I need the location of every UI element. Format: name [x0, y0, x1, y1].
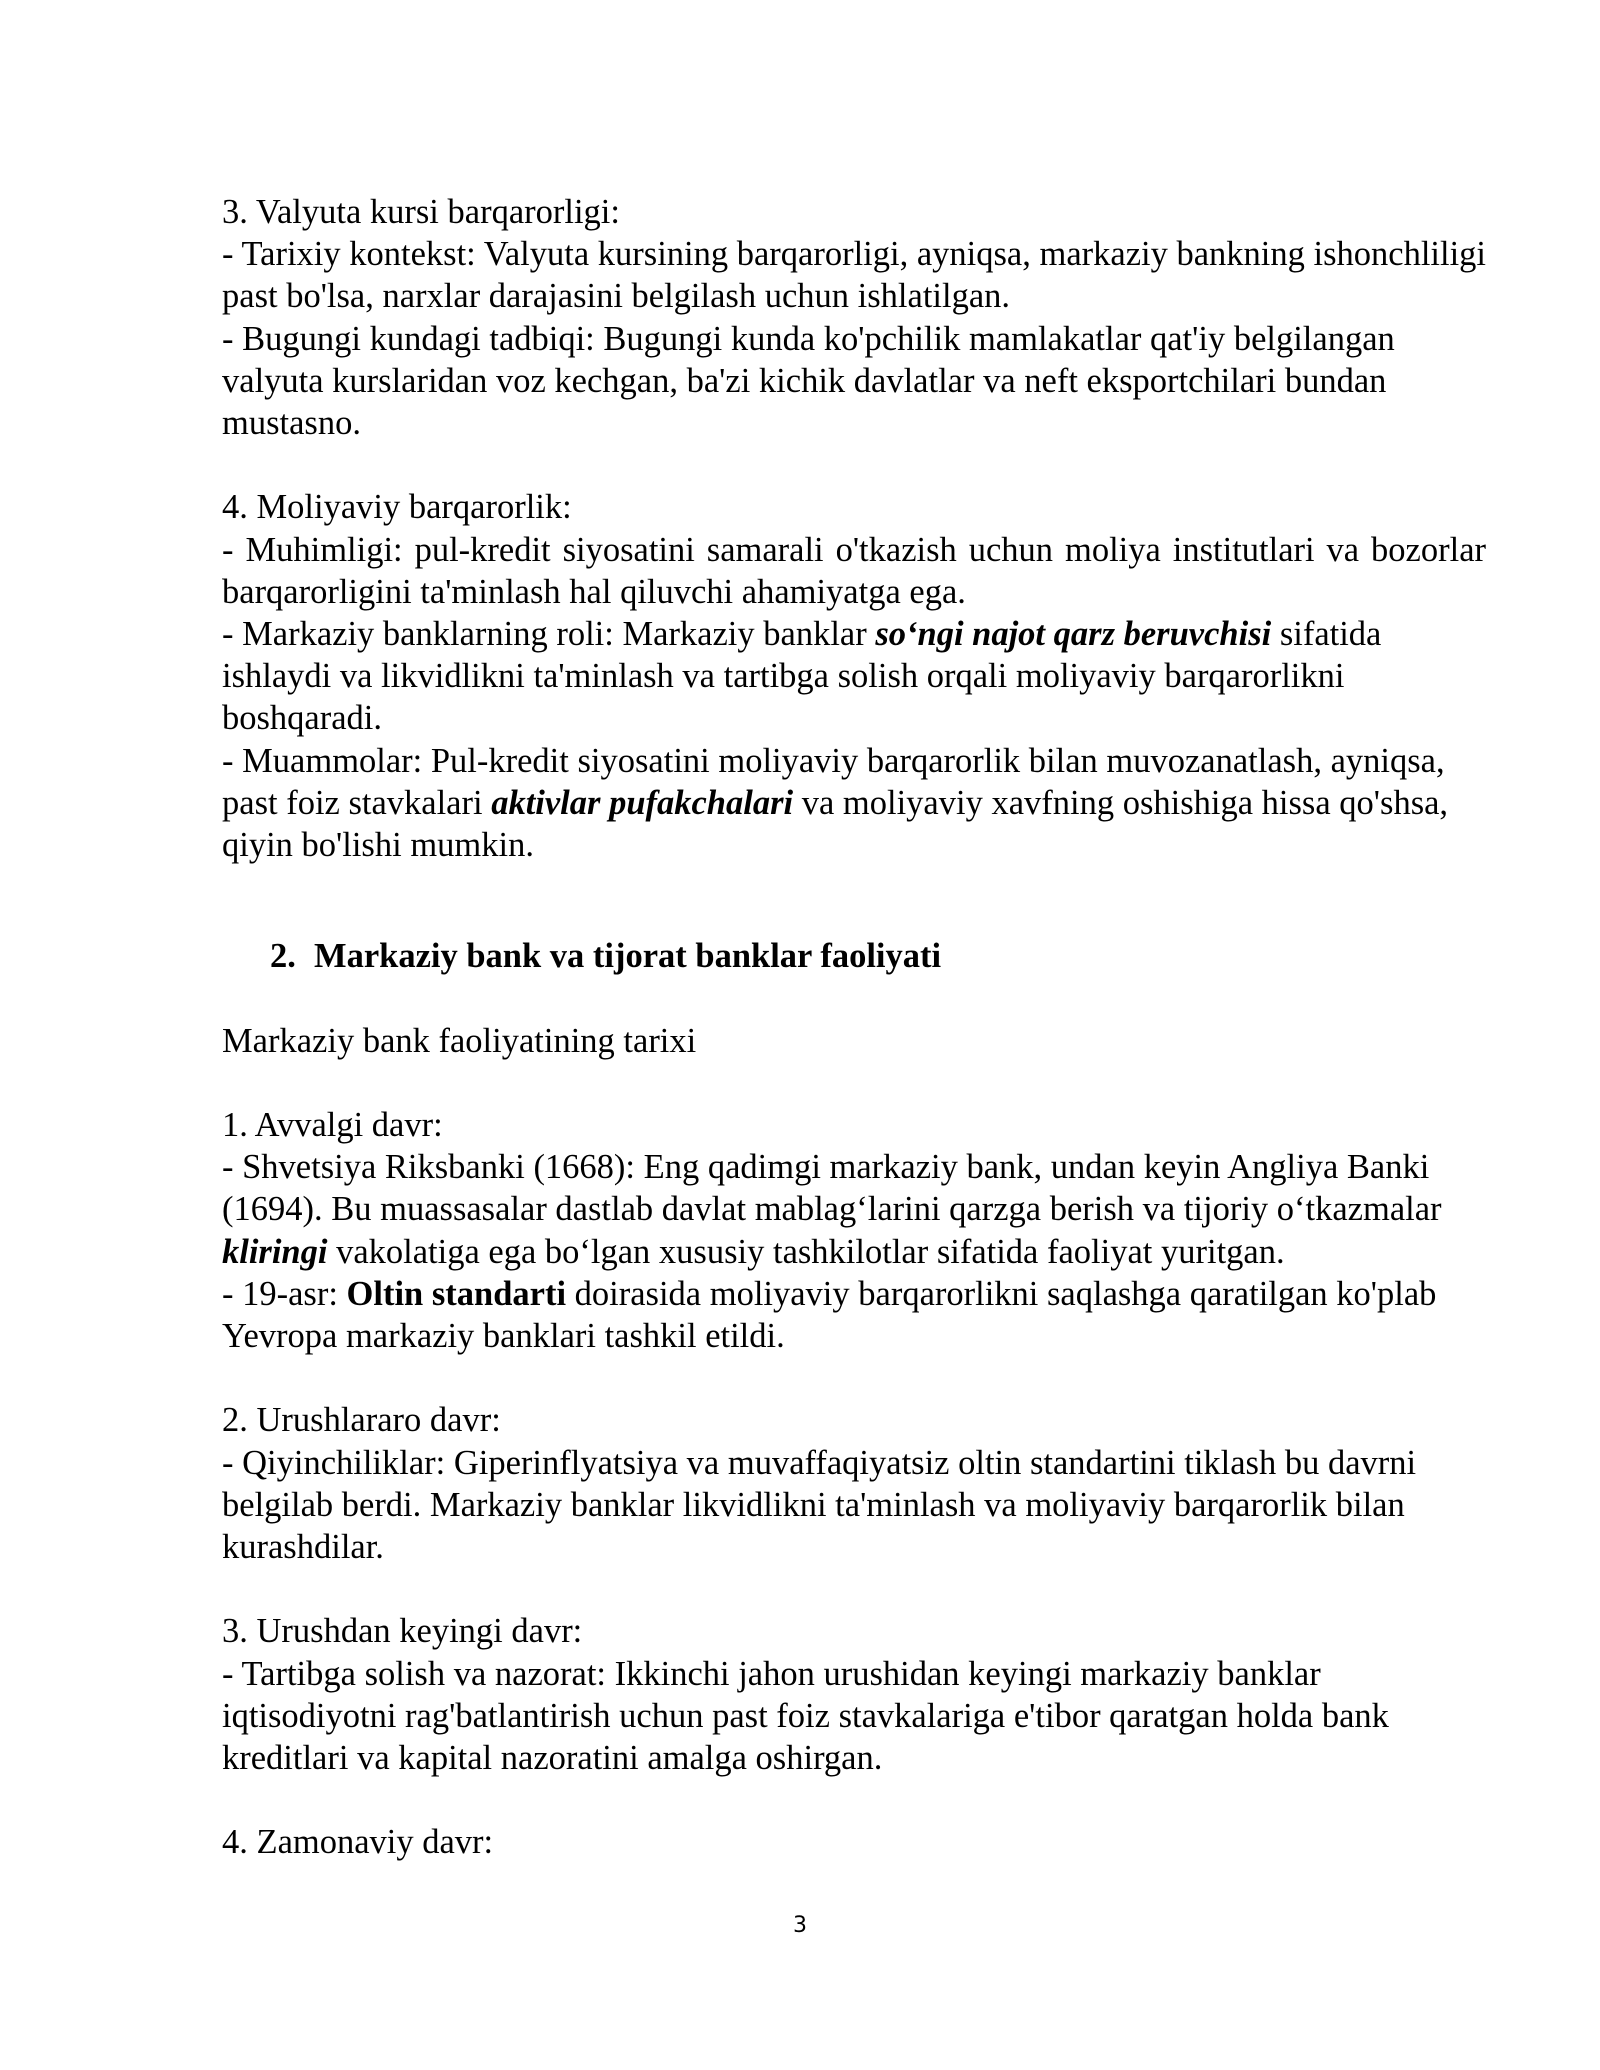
section-title: 3. Urushdan keyingi davr: [222, 1612, 583, 1651]
heading-number: 2. [270, 937, 296, 976]
text-run: - Muammolar: Pul-kredit siyosatini moliyaviy barqarorlik bilan muvozanatlash, ayniqsa, past foiz stavkalari [222, 741, 1445, 822]
text-run: sifatida ishlaydi va likvidlikni ta'minlash va tartibga solish orqali moliyaviy barqarorlikni boshqaradi. [222, 615, 1382, 738]
paragraph: - Bugungi kundagi tadbiqi: Bugungi kunda ko'pchilik mamlakatlar qat'iy belgilangan valyuta kurslaridan voz kechgan, ba'zi kichik davlatlar va neft eksportchilari bundan mustasno. [222, 319, 1395, 443]
section-title: 3. Valyuta kursi barqarorligi: [222, 193, 620, 231]
text-run: doirasida moliyaviy barqarorlikni saqlashga qaratilgan ko'plab Yevropa markaziy banklari tashkil etildi. [222, 1274, 1437, 1356]
paragraph [222, 1273, 1486, 1357]
intro-line: Markaziy bank faoliyatining tarixi [222, 1021, 697, 1060]
text-run: - Shvetsiya Riksbanki (1668): Eng qadimgi markaziy bank, undan keyin Angliya Banki (1694). Bu muassasalar dastlab davlat mablag‘larini qarzga berish va tijoriy o‘tkazmalar [222, 1148, 1442, 1229]
emphasis-term: Oltin standarti [346, 1274, 567, 1313]
paragraph: - Tarixiy kontekst: Valyuta kursining barqarorligi, ayniqsa, markaziy bankning ishonchliligi past bo'lsa, narxlar darajasini belgilash uchun ishlatilgan. [222, 235, 1486, 316]
heading-text: Markaziy bank va tijorat banklar faoliyati [314, 937, 942, 976]
emphasis-term: aktivlar pufakchalari [491, 783, 794, 822]
paragraph [222, 740, 1486, 867]
paragraph: - Qiyinchiliklar: Giperinflyatsiya va muvaffaqiyatsiz oltin standartini tiklash bu davrni belgilab berdi. Markaziy banklar likvidlikni ta'minlash va moliyaviy barqarorlik bilan kurashdilar. [222, 1443, 1417, 1567]
section-title: 1. Avvalgi davr: [222, 1106, 443, 1145]
section-title: 4. Moliyaviy barqarorlik: [222, 488, 572, 527]
paragraph: - Muhimligi: pul-kredit siyosatini samarali o'tkazish uchun moliya institutlari va bozorlar barqarorligini ta'minlash hal qiluvchi ahamiyatga ega. [222, 530, 1486, 611]
page-body [222, 191, 1486, 1864]
page-number: 3 [793, 1913, 807, 1938]
paragraph [222, 1146, 1486, 1273]
paragraph: - Tartibga solish va nazorat: Ikkinchi jahon urushidan keyingi markaziy banklar iqtisodiyotni rag'batlantirish uchun past foiz stavkalariga e'tibor qaratgan holda bank kreditlari va kapital nazoratini amalga oshirgan. [222, 1654, 1389, 1778]
text-run: - 19-asr: [222, 1274, 347, 1313]
emphasis-term: so‘ngi najot qarz beruvchisi [875, 615, 1272, 654]
text-run: vakolatiga ega bo‘lgan xususiy tashkilotlar sifatida faoliyat yuritgan. [327, 1232, 1285, 1271]
section-title: 2. Urushlararo davr: [222, 1401, 501, 1440]
paragraph [222, 613, 1486, 740]
chapter-heading [270, 935, 1486, 977]
section-title: 4. Zamonaviy davr: [222, 1823, 494, 1862]
emphasis-term: kliringi [222, 1232, 328, 1271]
text-run: - Markaziy banklarning roli: Markaziy banklar [222, 615, 876, 654]
text-run: va moliyaviy xavfning oshishiga hissa qo'shsa, qiyin bo'lishi mumkin. [222, 783, 1449, 865]
